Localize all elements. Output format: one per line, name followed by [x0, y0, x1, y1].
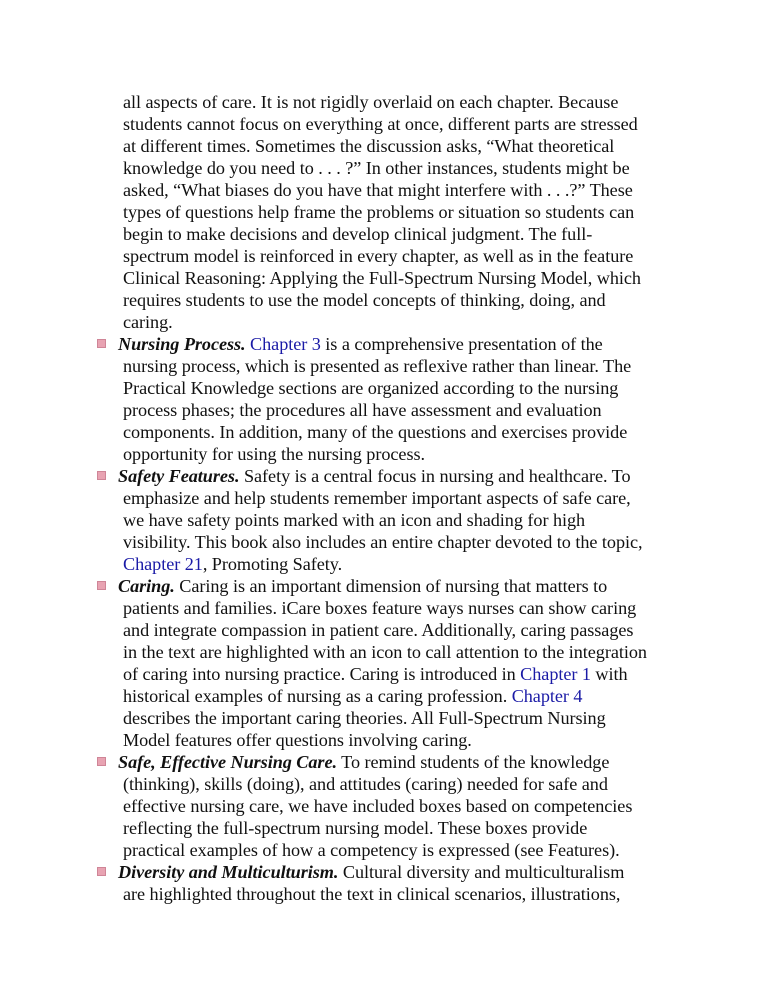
- paragraph-line: spectrum model is reinforced in every chapter, as well as in the feature: [123, 246, 634, 266]
- paragraph-line: [123, 553, 342, 575]
- item-term: Safe, Effective Nursing Care.: [118, 752, 337, 772]
- item-text: with: [590, 664, 628, 684]
- paragraph-line: emphasize and help students remember important aspects of safe care,: [123, 488, 631, 508]
- item-term: Caring.: [118, 576, 175, 596]
- item-text: historical examples of nursing as a caring profession.: [123, 686, 512, 706]
- paragraph-line: patients and families. iCare boxes feature ways nurses can show caring: [123, 598, 637, 618]
- chapter-21-link[interactable]: Chapter 21: [123, 554, 203, 574]
- paragraph-line: knowledge do you need to . . . ?” In other instances, students might be: [123, 158, 630, 178]
- paragraph-line: requires students to use the model concepts of thinking, doing, and: [123, 290, 606, 310]
- paragraph-line: Clinical Reasoning: Applying the Full-Spectrum Nursing Model, which: [123, 268, 641, 288]
- paragraph-line: we have safety points marked with an icon and shading for high: [123, 510, 586, 530]
- list-item-safety-features: [118, 465, 631, 487]
- paragraph-line: all aspects of care. It is not rigidly overlaid on each chapter. Because: [123, 92, 619, 112]
- item-term: Nursing Process.: [118, 334, 246, 354]
- paragraph-line: nursing process, which is presented as reflexive rather than linear. The: [123, 356, 632, 376]
- paragraph-line: reflecting the full-spectrum nursing model. These boxes provide: [123, 818, 588, 838]
- paragraph-line: Practical Knowledge sections are organized according to the nursing: [123, 378, 619, 398]
- bullet-icon: [97, 867, 106, 876]
- paragraph-line: asked, “What biases do you have that might interfere with . . .?” These: [123, 180, 633, 200]
- paragraph-line: students cannot focus on everything at once, different parts are stressed: [123, 114, 638, 134]
- item-text: is a comprehensive presentation of the: [320, 334, 603, 354]
- paragraph-line: Model features offer questions involving caring.: [123, 730, 472, 750]
- paragraph-line: begin to make decisions and develop clinical judgment. The full-: [123, 224, 593, 244]
- item-term: Safety Features.: [118, 466, 240, 486]
- bullet-icon: [97, 757, 106, 766]
- chapter-3-link[interactable]: Chapter 3: [250, 334, 321, 354]
- paragraph-line: at different times. Sometimes the discussion asks, “What theoretical: [123, 136, 615, 156]
- bullet-icon: [97, 471, 106, 480]
- paragraph-line: visibility. This book also includes an entire chapter devoted to the topic,: [123, 532, 643, 552]
- paragraph-line: describes the important caring theories. All Full-Spectrum Nursing: [123, 708, 606, 728]
- list-item-nursing-process: [118, 333, 603, 355]
- chapter-4-link[interactable]: Chapter 4: [511, 686, 583, 706]
- paragraph-line: are highlighted throughout the text in clinical scenarios, illustrations,: [123, 884, 621, 904]
- paragraph-line: in the text are highlighted with an icon to call attention to the integration: [123, 642, 647, 662]
- item-text: , Promoting Safety.: [202, 554, 343, 574]
- paragraph-line: [123, 663, 628, 685]
- item-term: Diversity and Multiculturism.: [118, 862, 339, 882]
- paragraph-line: (thinking), skills (doing), and attitudes (caring) needed for safe and: [123, 774, 608, 794]
- bullet-icon: [97, 581, 106, 590]
- paragraph-line: [123, 685, 582, 707]
- paragraph-line: types of questions help frame the problems or situation so students can: [123, 202, 635, 222]
- paragraph-line: and integrate compassion in patient care. Additionally, caring passages: [123, 620, 634, 640]
- list-item-diversity: [118, 861, 624, 883]
- item-text: Caring is an important dimension of nursing that matters to: [174, 576, 608, 596]
- chapter-1-link[interactable]: Chapter 1: [520, 664, 591, 684]
- item-text: of caring into nursing practice. Caring is introduced in: [123, 664, 521, 684]
- paragraph-line: effective nursing care, we have included boxes based on competencies: [123, 796, 633, 816]
- list-item-caring: [118, 575, 607, 597]
- item-text: Cultural diversity and multiculturalism: [338, 862, 625, 882]
- item-text: Safety is a central focus in nursing and healthcare. To: [239, 466, 631, 486]
- paragraph-line: process phases; the procedures all have assessment and evaluation: [123, 400, 602, 420]
- bullet-icon: [97, 339, 106, 348]
- paragraph-line: opportunity for using the nursing process.: [123, 444, 425, 464]
- paragraph-line: caring.: [123, 312, 173, 332]
- paragraph-line: components. In addition, many of the questions and exercises provide: [123, 422, 628, 442]
- item-text: To remind students of the knowledge: [336, 752, 610, 772]
- paragraph-line: practical examples of how a competency is expressed (see Features).: [123, 840, 620, 860]
- list-item-safe-effective-care: [118, 751, 609, 773]
